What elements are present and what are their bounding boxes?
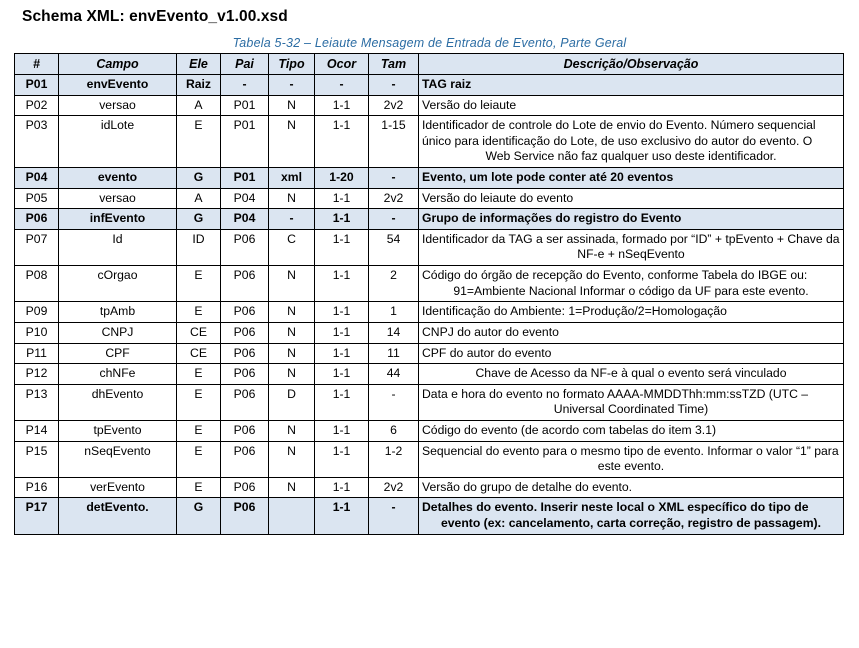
table-row [15,322,844,343]
cell-tam: - [369,209,419,230]
cell-campo: infEvento [59,209,177,230]
cell-tam: 1-15 [369,116,419,168]
cell-ele: E [177,441,221,477]
cell-ele: E [177,302,221,323]
cell-campo: cOrgao [59,266,177,302]
table-row [15,384,844,420]
cell-tipo: N [269,343,315,364]
cell-pai: P06 [221,322,269,343]
cell-num: P16 [15,477,59,498]
cell-campo: verEvento [59,477,177,498]
cell-ele: ID [177,229,221,265]
cell-num: P07 [15,229,59,265]
cell-campo: dhEvento [59,384,177,420]
cell-num: P15 [15,441,59,477]
cell-campo: CNPJ [59,322,177,343]
cell-num: P10 [15,322,59,343]
cell-description: Identificador da TAG a ser assinada, formado por “ID” + tpEvento + Chave da NF-e + nSeqEvento [419,229,844,265]
cell-description: CPF do autor do evento [419,343,844,364]
cell-description: Grupo de informações do registro do Evento [419,209,844,230]
cell-pai: P04 [221,188,269,209]
cell-pai: - [221,75,269,96]
cell-num: P01 [15,75,59,96]
cell-ocor: 1-1 [315,188,369,209]
cell-tam: - [369,498,419,534]
cell-ocor: 1-1 [315,498,369,534]
cell-ele: E [177,116,221,168]
column-header-pai: Pai [221,54,269,75]
cell-num: P17 [15,498,59,534]
table-row [15,498,844,534]
cell-campo: chNFe [59,364,177,385]
cell-ele: CE [177,343,221,364]
cell-num: P14 [15,420,59,441]
cell-ocor: 1-1 [315,477,369,498]
cell-description: TAG raiz [419,75,844,96]
cell-tipo: N [269,420,315,441]
table-caption: Tabela 5-32 – Leiaute Mensagem de Entrada de Evento, Parte Geral [232,36,627,50]
cell-ocor: 1-1 [315,116,369,168]
cell-description: Código do evento (de acordo com tabelas do item 3.1) [419,420,844,441]
cell-ele: E [177,420,221,441]
cell-pai: P06 [221,229,269,265]
cell-tipo: N [269,441,315,477]
cell-campo: tpEvento [59,420,177,441]
cell-tipo: C [269,229,315,265]
cell-ele: E [177,364,221,385]
cell-tam: 6 [369,420,419,441]
cell-tipo: N [269,477,315,498]
cell-ocor: 1-1 [315,364,369,385]
column-header-tam: Tam [369,54,419,75]
column-header-desc: Descrição/Observação [419,54,844,75]
cell-campo: nSeqEvento [59,441,177,477]
table-row [15,302,844,323]
cell-campo: idLote [59,116,177,168]
cell-campo: tpAmb [59,302,177,323]
table-row [15,209,844,230]
cell-description: Sequencial do evento para o mesmo tipo de evento. Informar o valor “1” para este evento. [419,441,844,477]
cell-pai: P01 [221,168,269,189]
cell-description: Versão do grupo de detalhe do evento. [419,477,844,498]
cell-ele: G [177,209,221,230]
table-row [15,188,844,209]
cell-tam: 14 [369,322,419,343]
cell-tipo: N [269,266,315,302]
cell-tipo: xml [269,168,315,189]
cell-num: P11 [15,343,59,364]
schema-table [14,53,844,535]
cell-tipo: N [269,95,315,116]
cell-tam: 1 [369,302,419,323]
table-row [15,343,844,364]
cell-ocor: 1-1 [315,229,369,265]
cell-tam: 2v2 [369,95,419,116]
cell-num: P03 [15,116,59,168]
cell-pai: P06 [221,343,269,364]
cell-description: Versão do leiaute [419,95,844,116]
cell-ele: CE [177,322,221,343]
cell-ele: G [177,168,221,189]
table-row [15,229,844,265]
cell-ocor: 1-1 [315,384,369,420]
cell-ele: Raiz [177,75,221,96]
cell-campo: CPF [59,343,177,364]
cell-tipo: D [269,384,315,420]
cell-tam: 2 [369,266,419,302]
table-row [15,477,844,498]
cell-ocor: 1-20 [315,168,369,189]
cell-tipo: N [269,364,315,385]
cell-num: P12 [15,364,59,385]
cell-num: P13 [15,384,59,420]
cell-ocor: 1-1 [315,343,369,364]
cell-description: Versão do leiaute do evento [419,188,844,209]
cell-ele: G [177,498,221,534]
cell-num: P08 [15,266,59,302]
cell-tam: 11 [369,343,419,364]
column-header-ele: Ele [177,54,221,75]
page-title: Schema XML: envEvento_v1.00.xsd [22,8,288,25]
cell-tipo: - [269,75,315,96]
cell-tipo: - [269,209,315,230]
cell-ele: E [177,477,221,498]
table-header [15,54,844,75]
cell-tam: - [369,384,419,420]
cell-description: Data e hora do evento no formato AAAA-MMDDThh:mm:ssTZD (UTC – Universal Coordinated Time) [419,384,844,420]
cell-ele: A [177,188,221,209]
cell-tipo: N [269,302,315,323]
cell-tam: 2v2 [369,188,419,209]
table-row [15,95,844,116]
cell-ocor: 1-1 [315,441,369,477]
cell-num: P02 [15,95,59,116]
cell-pai: P06 [221,441,269,477]
cell-campo: versao [59,95,177,116]
cell-tam: 2v2 [369,477,419,498]
cell-pai: P01 [221,116,269,168]
column-header-tipo: Tipo [269,54,315,75]
cell-ocor: 1-1 [315,266,369,302]
cell-description: Identificação do Ambiente: 1=Produção/2=Homologação [419,302,844,323]
cell-pai: P06 [221,498,269,534]
cell-campo: versao [59,188,177,209]
cell-num: P04 [15,168,59,189]
table-row [15,168,844,189]
table-body [15,75,844,535]
cell-ocor: 1-1 [315,209,369,230]
cell-campo: envEvento [59,75,177,96]
cell-description: CNPJ do autor do evento [419,322,844,343]
table-row [15,116,844,168]
cell-ocor: - [315,75,369,96]
column-header-ocor: Ocor [315,54,369,75]
cell-ele: E [177,266,221,302]
cell-ocor: 1-1 [315,420,369,441]
cell-pai: P01 [221,95,269,116]
cell-tam: - [369,75,419,96]
cell-description: Código do órgão de recepção do Evento, conforme Tabela do IBGE ou: 91=Ambiente Nacional Informar o código da UF para este evento. [419,266,844,302]
cell-pai: P04 [221,209,269,230]
cell-description: Evento, um lote pode conter até 20 eventos [419,168,844,189]
cell-description: Chave de Acesso da NF-e à qual o evento será vinculado [419,364,844,385]
cell-tam: 1-2 [369,441,419,477]
cell-pai: P06 [221,477,269,498]
cell-ele: A [177,95,221,116]
cell-tam: 54 [369,229,419,265]
cell-ele: E [177,384,221,420]
cell-pai: P06 [221,420,269,441]
cell-num: P06 [15,209,59,230]
cell-campo: evento [59,168,177,189]
cell-description: Detalhes do evento. Inserir neste local o XML específico do tipo de evento (ex: cancelamento, carta correção, registro de passagem). [419,498,844,534]
table-row [15,75,844,96]
cell-tam: - [369,168,419,189]
cell-ocor: 1-1 [315,302,369,323]
cell-tam: 44 [369,364,419,385]
table-row [15,420,844,441]
cell-ocor: 1-1 [315,95,369,116]
cell-tipo [269,498,315,534]
cell-pai: P06 [221,266,269,302]
column-header-campo: Campo [59,54,177,75]
cell-pai: P06 [221,364,269,385]
cell-pai: P06 [221,384,269,420]
cell-pai: P06 [221,302,269,323]
cell-campo: Id [59,229,177,265]
cell-tipo: N [269,322,315,343]
cell-tipo: N [269,116,315,168]
table-header-row [15,54,844,75]
table-row [15,266,844,302]
table-row [15,364,844,385]
cell-description: Identificador de controle do Lote de envio do Evento. Número sequencial único para identificação do Lote, de uso exclusivo do autor do evento. O Web Service não faz qualquer uso deste identificador. [419,116,844,168]
cell-num: P05 [15,188,59,209]
cell-ocor: 1-1 [315,322,369,343]
table-row [15,441,844,477]
cell-campo: detEvento. [59,498,177,534]
cell-num: P09 [15,302,59,323]
cell-tipo: N [269,188,315,209]
column-header-num: # [15,54,59,75]
